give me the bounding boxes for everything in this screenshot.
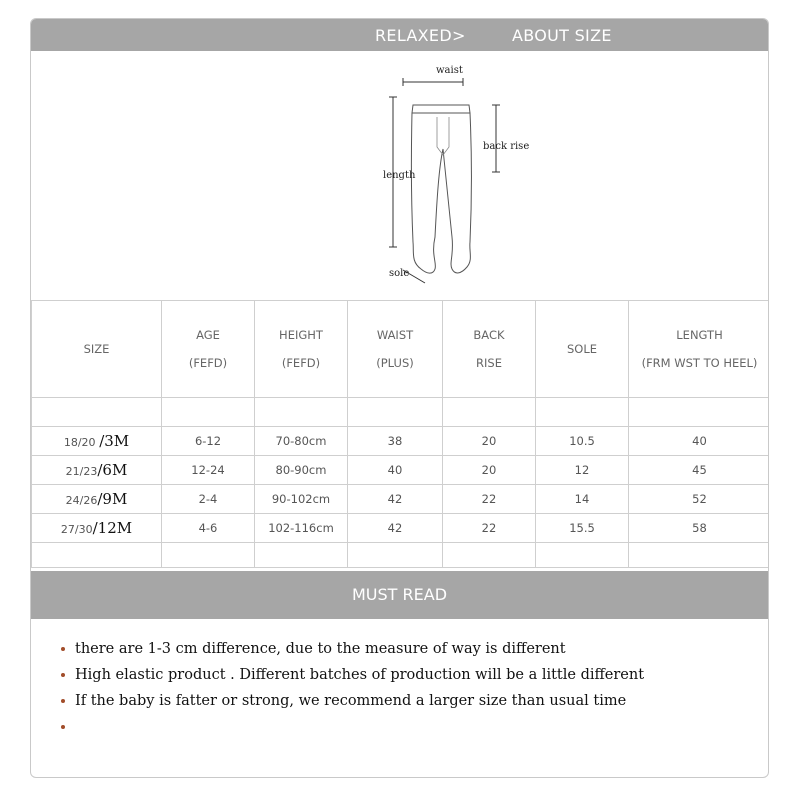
- note-item: If the baby is fatter or strong, we recommend a larger size than usual time: [61, 691, 751, 717]
- waist-cell: 40: [348, 456, 443, 485]
- must-read-bar: [31, 571, 768, 619]
- notes-list: [61, 639, 751, 743]
- header-about-size-label: ABOUT SIZE: [512, 26, 612, 45]
- length-cell: 40: [629, 427, 770, 456]
- back-rise-cell: 22: [443, 485, 536, 514]
- back-rise-cell: 20: [443, 456, 536, 485]
- bullet-icon: [61, 673, 65, 677]
- sole-cell: 14: [536, 485, 629, 514]
- table-row: [32, 485, 770, 514]
- header-relaxed-label: RELAXED>: [375, 26, 466, 45]
- table-row: [32, 456, 770, 485]
- table-header-row: [32, 301, 770, 398]
- table-row: [32, 427, 770, 456]
- height-cell: 90-102cm: [255, 485, 348, 514]
- age-cell: 4-6: [162, 514, 255, 543]
- tights-illustration: [351, 67, 531, 292]
- header-back-rise: BACK RISE: [443, 301, 536, 398]
- size-cell: 18/20 /3M: [32, 427, 162, 456]
- waist-cell: 42: [348, 485, 443, 514]
- waist-label: waist: [436, 65, 463, 76]
- bullet-icon: [61, 647, 65, 651]
- sole-cell: 12: [536, 456, 629, 485]
- header-sole: SOLE: [536, 301, 629, 398]
- size-chart-card: [30, 18, 769, 778]
- age-cell: 6-12: [162, 427, 255, 456]
- header-bar: [31, 19, 768, 51]
- header-age: AGE (FEFD): [162, 301, 255, 398]
- must-read-title: MUST READ: [351, 585, 448, 604]
- header-size: SIZE: [32, 301, 162, 398]
- length-cell: 58: [629, 514, 770, 543]
- size-cell: 21/23/6M: [32, 456, 162, 485]
- bullet-icon: [61, 725, 65, 729]
- bullet-icon: [61, 699, 65, 703]
- length-label: length: [383, 170, 416, 181]
- header-length: LENGTH (FRM WST TO HEEL): [629, 301, 770, 398]
- waist-cell: 42: [348, 514, 443, 543]
- size-table: [31, 300, 769, 568]
- sole-cell: 10.5: [536, 427, 629, 456]
- header-height: HEIGHT (FEFD): [255, 301, 348, 398]
- header-waist: WAIST (PLUS): [348, 301, 443, 398]
- length-cell: 45: [629, 456, 770, 485]
- table-row: [32, 514, 770, 543]
- note-item: [61, 717, 751, 743]
- height-cell: 70-80cm: [255, 427, 348, 456]
- note-item: there are 1-3 cm difference, due to the measure of way is different: [61, 639, 751, 665]
- size-cell: 24/26/9M: [32, 485, 162, 514]
- table-empty-row: [32, 543, 770, 568]
- back-rise-label: back rise: [483, 141, 530, 152]
- length-cell: 52: [629, 485, 770, 514]
- size-cell: 27/30/12M: [32, 514, 162, 543]
- back-rise-cell: 20: [443, 427, 536, 456]
- height-cell: 80-90cm: [255, 456, 348, 485]
- height-cell: 102-116cm: [255, 514, 348, 543]
- waist-cell: 38: [348, 427, 443, 456]
- tights-diagram: [351, 67, 531, 292]
- sole-cell: 15.5: [536, 514, 629, 543]
- age-cell: 2-4: [162, 485, 255, 514]
- note-item: High elastic product . Different batches of production will be a little different: [61, 665, 751, 691]
- sole-label: sole: [389, 268, 410, 279]
- age-cell: 12-24: [162, 456, 255, 485]
- back-rise-cell: 22: [443, 514, 536, 543]
- table-spacer-row: [32, 398, 770, 427]
